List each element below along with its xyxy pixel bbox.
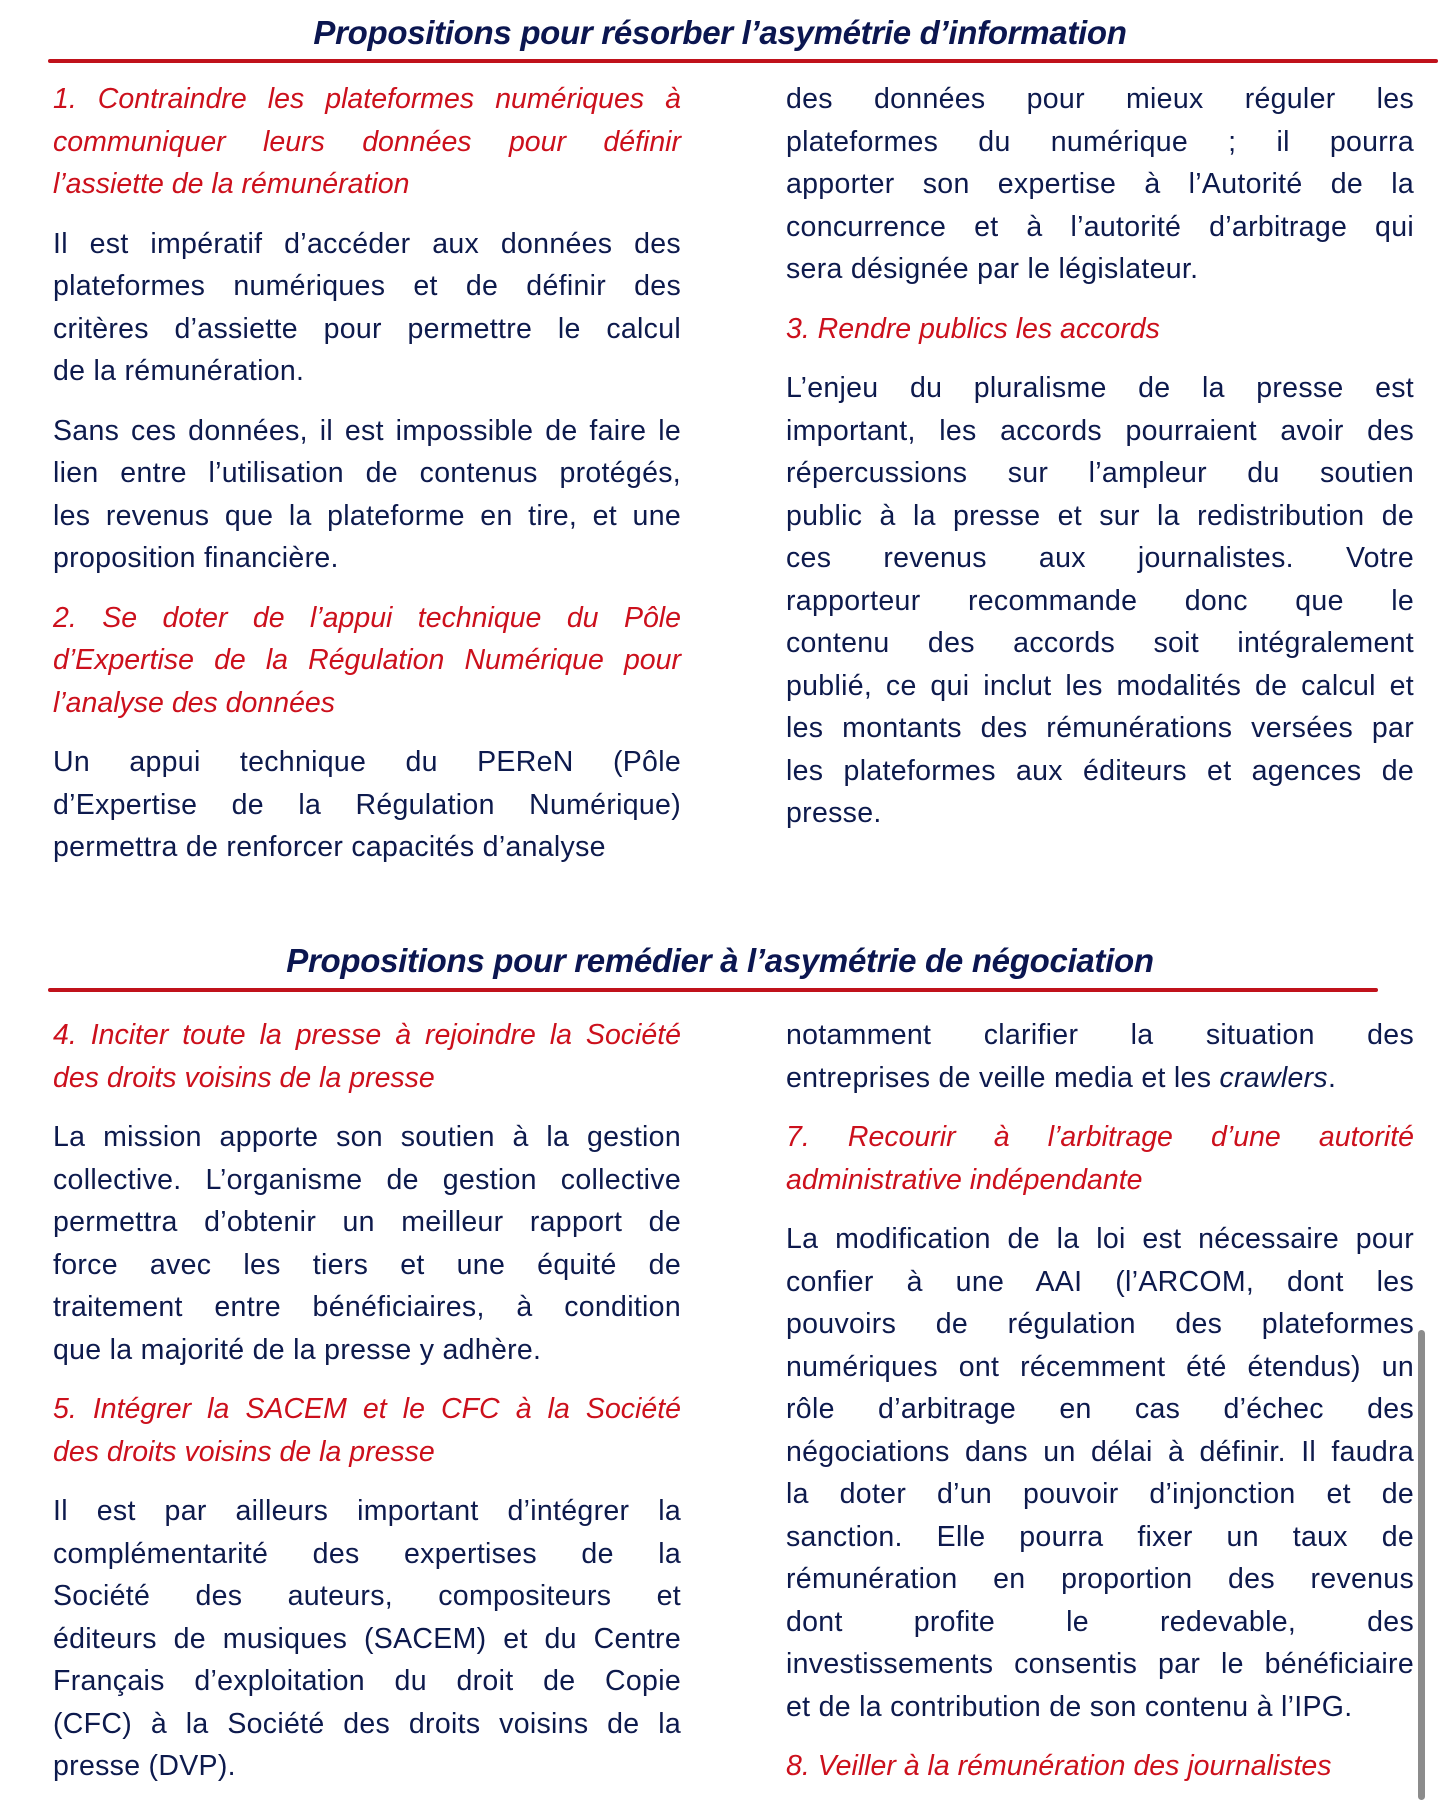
text-line: proposition financière. xyxy=(53,542,339,574)
text-line: administrative indépendante xyxy=(786,1163,1143,1196)
text-line: critères d’assiette pour permettre le calcul xyxy=(53,312,681,345)
section-title-information: Propositions pour résorber l’asymétrie d’information xyxy=(313,14,1127,51)
text-line: communiquer leurs données pour définir xyxy=(53,125,681,158)
spacer xyxy=(53,1371,681,1388)
section-1-right-column xyxy=(786,78,1414,835)
spacer xyxy=(53,724,681,741)
spacer xyxy=(53,393,681,410)
text-line: complémentarité des expertises de la xyxy=(53,1537,681,1570)
text-line: les plateformes aux éditeurs et agences de xyxy=(786,754,1414,787)
spacer xyxy=(786,350,1414,367)
text-line: répercussions sur l’ampleur du soutien xyxy=(786,457,1414,489)
text-line: investissements consentis par le bénéficiaire xyxy=(786,1648,1414,1680)
text-line: 4. Inciter toute la presse à rejoindre la Société xyxy=(53,1019,681,1051)
text-line: les montants des rémunérations versées par xyxy=(786,712,1414,744)
text-line: La modification de la loi est nécessaire pour xyxy=(786,1223,1414,1255)
text-line: traitement entre bénéficiaires, à condition xyxy=(53,1291,681,1323)
body-paragraph xyxy=(53,1490,681,1788)
proposal-heading xyxy=(53,78,681,206)
body-paragraph xyxy=(53,1116,681,1371)
spacer xyxy=(786,1201,1414,1218)
section-title-negotiation: Propositions pour remédier à l’asymétrie de négociation xyxy=(286,942,1154,979)
proposal-heading xyxy=(53,597,681,725)
text-line: Il est impératif d’accéder aux données des xyxy=(53,227,681,260)
spacer xyxy=(53,580,681,597)
text-line: des droits voisins de la presse xyxy=(53,1061,435,1094)
text-line: 3. Rendre publics les accords xyxy=(786,312,1160,345)
text-line: permettra d’obtenir un meilleur rapport de xyxy=(53,1206,681,1238)
text-line: plateformes du numérique ; il pourra xyxy=(786,125,1414,158)
section-2-right-column xyxy=(786,1014,1414,1788)
text-line: ces revenus aux journalistes. Votre xyxy=(786,542,1414,574)
text-line: sera désignée par le législateur. xyxy=(786,253,1199,285)
text-line: notamment clarifier la situation des xyxy=(786,1019,1414,1051)
text-line: rapporteur recommande donc que le xyxy=(786,584,1414,617)
text-line: concurrence et à l’autorité d’arbitrage qui xyxy=(786,210,1414,243)
text-line: d’Expertise de la Régulation Numérique) xyxy=(53,788,681,821)
text-line: dont profite le redevable, des xyxy=(786,1605,1414,1638)
text-line: apporter son expertise à l’Autorité de la xyxy=(786,168,1414,200)
body-paragraph xyxy=(786,1014,1414,1099)
text-line: Un appui technique du PEReN (Pôle xyxy=(53,746,681,778)
body-paragraph xyxy=(53,741,681,869)
spacer xyxy=(786,1728,1414,1745)
text-line: presse (DVP). xyxy=(53,1750,236,1782)
proposal-heading xyxy=(786,308,1414,351)
text-line: numériques ont récemment été étendus) un xyxy=(786,1350,1414,1383)
text-line: négociations dans un délai à définir. Il faudra xyxy=(786,1435,1414,1468)
text-line: lien entre l’utilisation de contenus protégés, xyxy=(53,457,681,489)
text-line: 5. Intégrer la SACEM et le CFC à la Société xyxy=(53,1393,681,1425)
spacer xyxy=(786,1099,1414,1116)
text-line: Sans ces données, il est impossible de faire le xyxy=(53,414,681,447)
text-line: des droits voisins de la presse xyxy=(53,1435,435,1468)
text-line: plateformes numériques et de définir des xyxy=(53,270,681,302)
text-line: collective. L’organisme de gestion collective xyxy=(53,1163,681,1196)
vertical-scrollbar[interactable] xyxy=(1418,1330,1425,1800)
text-line: pouvoirs de régulation des plateformes xyxy=(786,1308,1414,1340)
text-line: confier à une AAI (l’ARCOM, dont les xyxy=(786,1265,1414,1298)
text-line: sanction. Elle pourra fixer un taux de xyxy=(786,1520,1414,1553)
spacer xyxy=(53,1473,681,1490)
body-paragraph xyxy=(786,367,1414,835)
text-line: et de la contribution de son contenu à l’IPG. xyxy=(786,1690,1353,1723)
text-line: contenu des accords soit intégralement xyxy=(786,627,1414,659)
text-line: Société des auteurs, compositeurs et xyxy=(53,1580,681,1612)
proposal-heading xyxy=(786,1745,1414,1788)
text-line: 8. Veiller à la rémunération des journalistes xyxy=(786,1750,1332,1782)
text-line: entreprises de veille media et les crawlers. xyxy=(786,1061,1337,1094)
section-divider xyxy=(48,59,1438,63)
text-line: d’Expertise de la Régulation Numérique pour xyxy=(53,644,681,676)
body-paragraph xyxy=(53,223,681,393)
text-line: L’enjeu du pluralisme de la presse est xyxy=(786,372,1414,404)
text-line: presse. xyxy=(786,797,882,829)
text-line: Il est par ailleurs important d’intégrer la xyxy=(53,1495,681,1527)
text-line: que la majorité de la presse y adhère. xyxy=(53,1333,542,1366)
text-line: (CFC) à la Société des droits voisins de la xyxy=(53,1707,681,1740)
spacer xyxy=(53,1099,681,1116)
section-2-left-column xyxy=(53,1014,681,1788)
section-divider xyxy=(48,988,1378,992)
text-line: rémunération en proportion des revenus xyxy=(786,1563,1414,1595)
body-paragraph xyxy=(786,78,1414,291)
text-line: rôle d’arbitrage en cas d’échec des xyxy=(786,1393,1414,1425)
text-line: la doter d’un pouvoir d’injonction et de xyxy=(786,1478,1414,1510)
spacer xyxy=(786,291,1414,308)
text-line: Français d’exploitation du droit de Copie xyxy=(53,1665,681,1697)
proposal-heading xyxy=(786,1116,1414,1201)
text-line: l’assiette de la rémunération xyxy=(53,168,410,200)
text-line: publié, ce qui inclut les modalités de calcul et xyxy=(786,669,1414,702)
proposal-heading xyxy=(53,1388,681,1473)
text-line: l’analyse des données xyxy=(53,686,336,719)
text-line: des données pour mieux réguler les xyxy=(786,83,1414,115)
text-line: force avec les tiers et une équité de xyxy=(53,1248,681,1281)
text-line: les revenus que la plateforme en tire, et une xyxy=(53,499,681,532)
section-1-left-column xyxy=(53,78,681,869)
body-paragraph xyxy=(786,1218,1414,1728)
text-line: 7. Recourir à l’arbitrage d’une autorité xyxy=(786,1121,1414,1153)
text-line: 2. Se doter de l’appui technique du Pôle xyxy=(53,601,681,634)
proposal-heading xyxy=(53,1014,681,1099)
text-line: permettra de renforcer capacités d’analyse xyxy=(53,831,606,863)
text-line: éditeurs de musiques (SACEM) et du Centre xyxy=(53,1622,681,1655)
text-line: de la rémunération. xyxy=(53,355,305,387)
text-line: 1. Contraindre les plateformes numériques à xyxy=(53,83,681,115)
text-line: important, les accords pourraient avoir des xyxy=(786,414,1414,447)
spacer xyxy=(53,206,681,223)
text-line: public à la presse et sur la redistribution de xyxy=(786,499,1414,532)
body-paragraph xyxy=(53,410,681,580)
text-line: La mission apporte son soutien à la gestion xyxy=(53,1121,681,1153)
